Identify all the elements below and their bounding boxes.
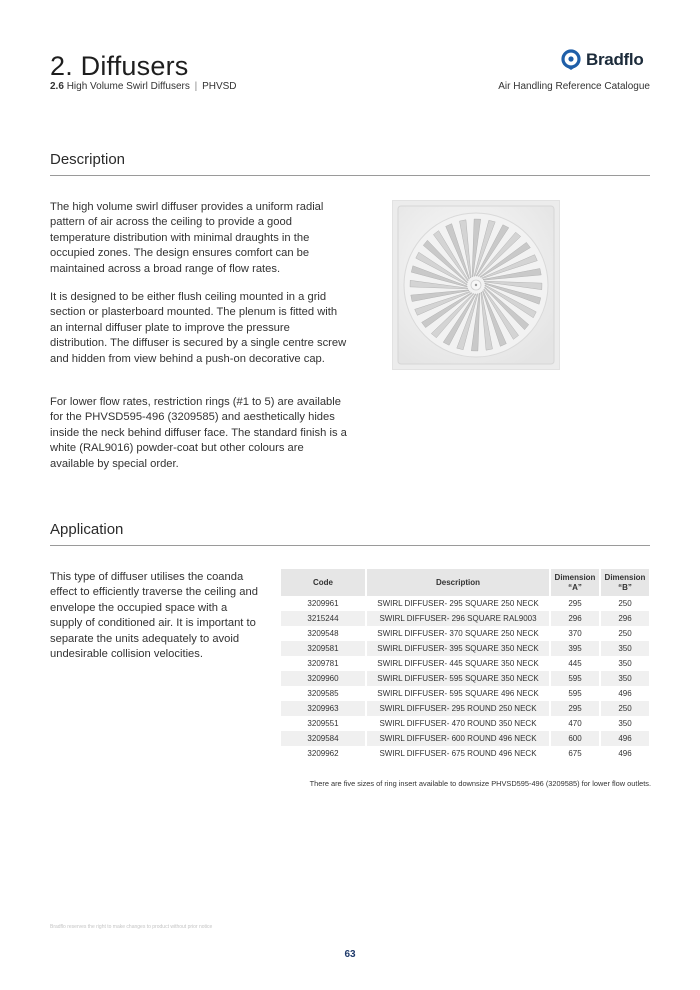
cell-code: 3209960 xyxy=(281,671,365,686)
cell-code: 3209581 xyxy=(281,641,365,656)
cell-code: 3209963 xyxy=(281,701,365,716)
cell-dimension-b: 250 xyxy=(601,701,649,716)
bradflo-logo-icon xyxy=(560,49,582,71)
cell-description: SWIRL DIFFUSER- 395 SQUARE 350 NECK xyxy=(367,641,549,656)
cell-code: 3215244 xyxy=(281,611,365,626)
application-divider xyxy=(50,545,650,546)
swirl-diffuser-image xyxy=(392,200,560,370)
description-paragraph-3: For lower flow rates, restriction rings (#1 to 5) are available for the PHVSD595-496 (3209585) and aesthetically hides inside the neck behind diffuser face. The standard finish is a white (RAL9016) powder-coat but other colours are available by special order. xyxy=(50,396,347,470)
description-paragraph-2: It is designed to be either flush ceiling mounted in a grid section or plasterboard mounted. The plenum is fitted with an internal diffuser plate to improve the pressure distribution. The diffuser is secured by a single centre screw and hidden from view behind a push-on decorative cap. xyxy=(50,291,347,365)
cell-code: 3209551 xyxy=(307,719,339,728)
cell-code: 3209584 xyxy=(281,731,365,746)
cell-dimension-a: 370 xyxy=(568,629,582,638)
cell-description: SWIRL DIFFUSER- 295 SQUARE 250 NECK xyxy=(377,599,539,608)
cell-description: SWIRL DIFFUSER- 295 ROUND 250 NECK xyxy=(367,701,549,716)
cell-description: SWIRL DIFFUSER- 296 SQUARE RAL9003 xyxy=(367,611,549,626)
cell-code: 3209585 xyxy=(307,689,339,698)
cell-dimension-b: 496 xyxy=(601,731,649,746)
cell-description: SWIRL DIFFUSER- 470 ROUND 350 NECK xyxy=(379,719,537,728)
brand-logo xyxy=(560,49,643,71)
description-paragraph-1: The high volume swirl diffuser provides a uniform radial pattern of air across the ceiling to provide a good temperature distribution with minimal draughts in the occupied zones. The design ensures comfort can be maintained across a broad range of flow rates. xyxy=(50,201,324,275)
cell-code: 3209548 xyxy=(307,629,339,638)
section-number: 2.6 xyxy=(50,81,64,92)
cell-dimension-a: 395 xyxy=(551,641,599,656)
table-row xyxy=(281,746,649,761)
cell-dimension-a: 470 xyxy=(568,719,582,728)
disclaimer: Bradflo reserves the right to make changes to product without prior notice xyxy=(50,924,213,930)
table-row xyxy=(281,731,649,746)
cell-code: 3209961 xyxy=(307,599,339,608)
table-note: There are five sizes of ring insert available to downsize PHVSD595-496 (3209585) for lower flow outlets. xyxy=(309,779,651,788)
application-text: This type of diffuser utilises the coanda effect to efficiently traverse the ceiling and envelope the occupied space with a supply of conditioned air. It is important to separate the units adequately to avoid undesirable collision velocities. xyxy=(50,571,258,661)
cell-description: SWIRL DIFFUSER- 600 ROUND 496 NECK xyxy=(367,731,549,746)
table-row xyxy=(281,641,649,656)
cell-description: SWIRL DIFFUSER- 595 SQUARE 350 NECK xyxy=(367,671,549,686)
cell-description: SWIRL DIFFUSER- 370 SQUARE 250 NECK xyxy=(377,629,539,638)
table-row xyxy=(281,671,649,686)
cell-dimension-a: 675 xyxy=(568,749,582,758)
product-code: PHVSD xyxy=(202,81,237,92)
cell-dimension-a: 296 xyxy=(551,611,599,626)
cell-code: 3209962 xyxy=(307,749,339,758)
brand-name: Bradflo xyxy=(586,50,644,69)
product-table xyxy=(279,569,651,761)
col-header-description: Description xyxy=(367,569,549,596)
table-row xyxy=(281,686,649,701)
page-number: 63 xyxy=(344,949,356,960)
cell-dimension-b: 350 xyxy=(601,671,649,686)
catalogue-name: Air Handling Reference Catalogue xyxy=(498,81,650,92)
cell-dimension-b: 496 xyxy=(618,689,632,698)
cell-description: SWIRL DIFFUSER- 595 SQUARE 496 NECK xyxy=(377,689,539,698)
cell-code: 3209781 xyxy=(307,659,339,668)
table-row xyxy=(281,716,649,731)
page-subtitle xyxy=(50,81,237,93)
page-title: 2. Diffusers xyxy=(50,51,189,81)
cell-dimension-b: 496 xyxy=(618,749,632,758)
cell-dimension-a: 595 xyxy=(568,689,582,698)
section-name: High Volume Swirl Diffusers xyxy=(66,81,190,92)
cell-dimension-b: 350 xyxy=(601,641,649,656)
col-header-dimension-a: Dimension “A” xyxy=(551,569,599,596)
cell-dimension-a: 600 xyxy=(551,731,599,746)
cell-dimension-b: 296 xyxy=(601,611,649,626)
table-row xyxy=(281,611,649,626)
cell-dimension-a: 295 xyxy=(551,701,599,716)
table-row xyxy=(281,701,649,716)
description-heading: Description xyxy=(50,151,126,168)
cell-dimension-b: 350 xyxy=(618,719,632,728)
cell-dimension-a: 295 xyxy=(568,599,582,608)
col-header-code: Code xyxy=(281,569,365,596)
application-heading: Application xyxy=(50,521,124,538)
product-photo xyxy=(392,200,560,370)
cell-dimension-a: 445 xyxy=(568,659,582,668)
cell-dimension-a: 595 xyxy=(551,671,599,686)
table-header-row xyxy=(281,569,649,596)
cell-dimension-b: 250 xyxy=(618,599,632,608)
table-row xyxy=(281,596,649,611)
table-row xyxy=(281,656,649,671)
cell-description: SWIRL DIFFUSER- 675 ROUND 496 NECK xyxy=(379,749,537,758)
cell-dimension-b: 250 xyxy=(618,629,632,638)
table-row xyxy=(281,626,649,641)
col-header-dimension-b: Dimension “B” xyxy=(601,569,649,596)
subtitle-separator: | xyxy=(194,81,198,92)
cell-dimension-b: 350 xyxy=(618,659,632,668)
description-divider xyxy=(50,175,650,176)
cell-description: SWIRL DIFFUSER- 445 SQUARE 350 NECK xyxy=(377,659,539,668)
